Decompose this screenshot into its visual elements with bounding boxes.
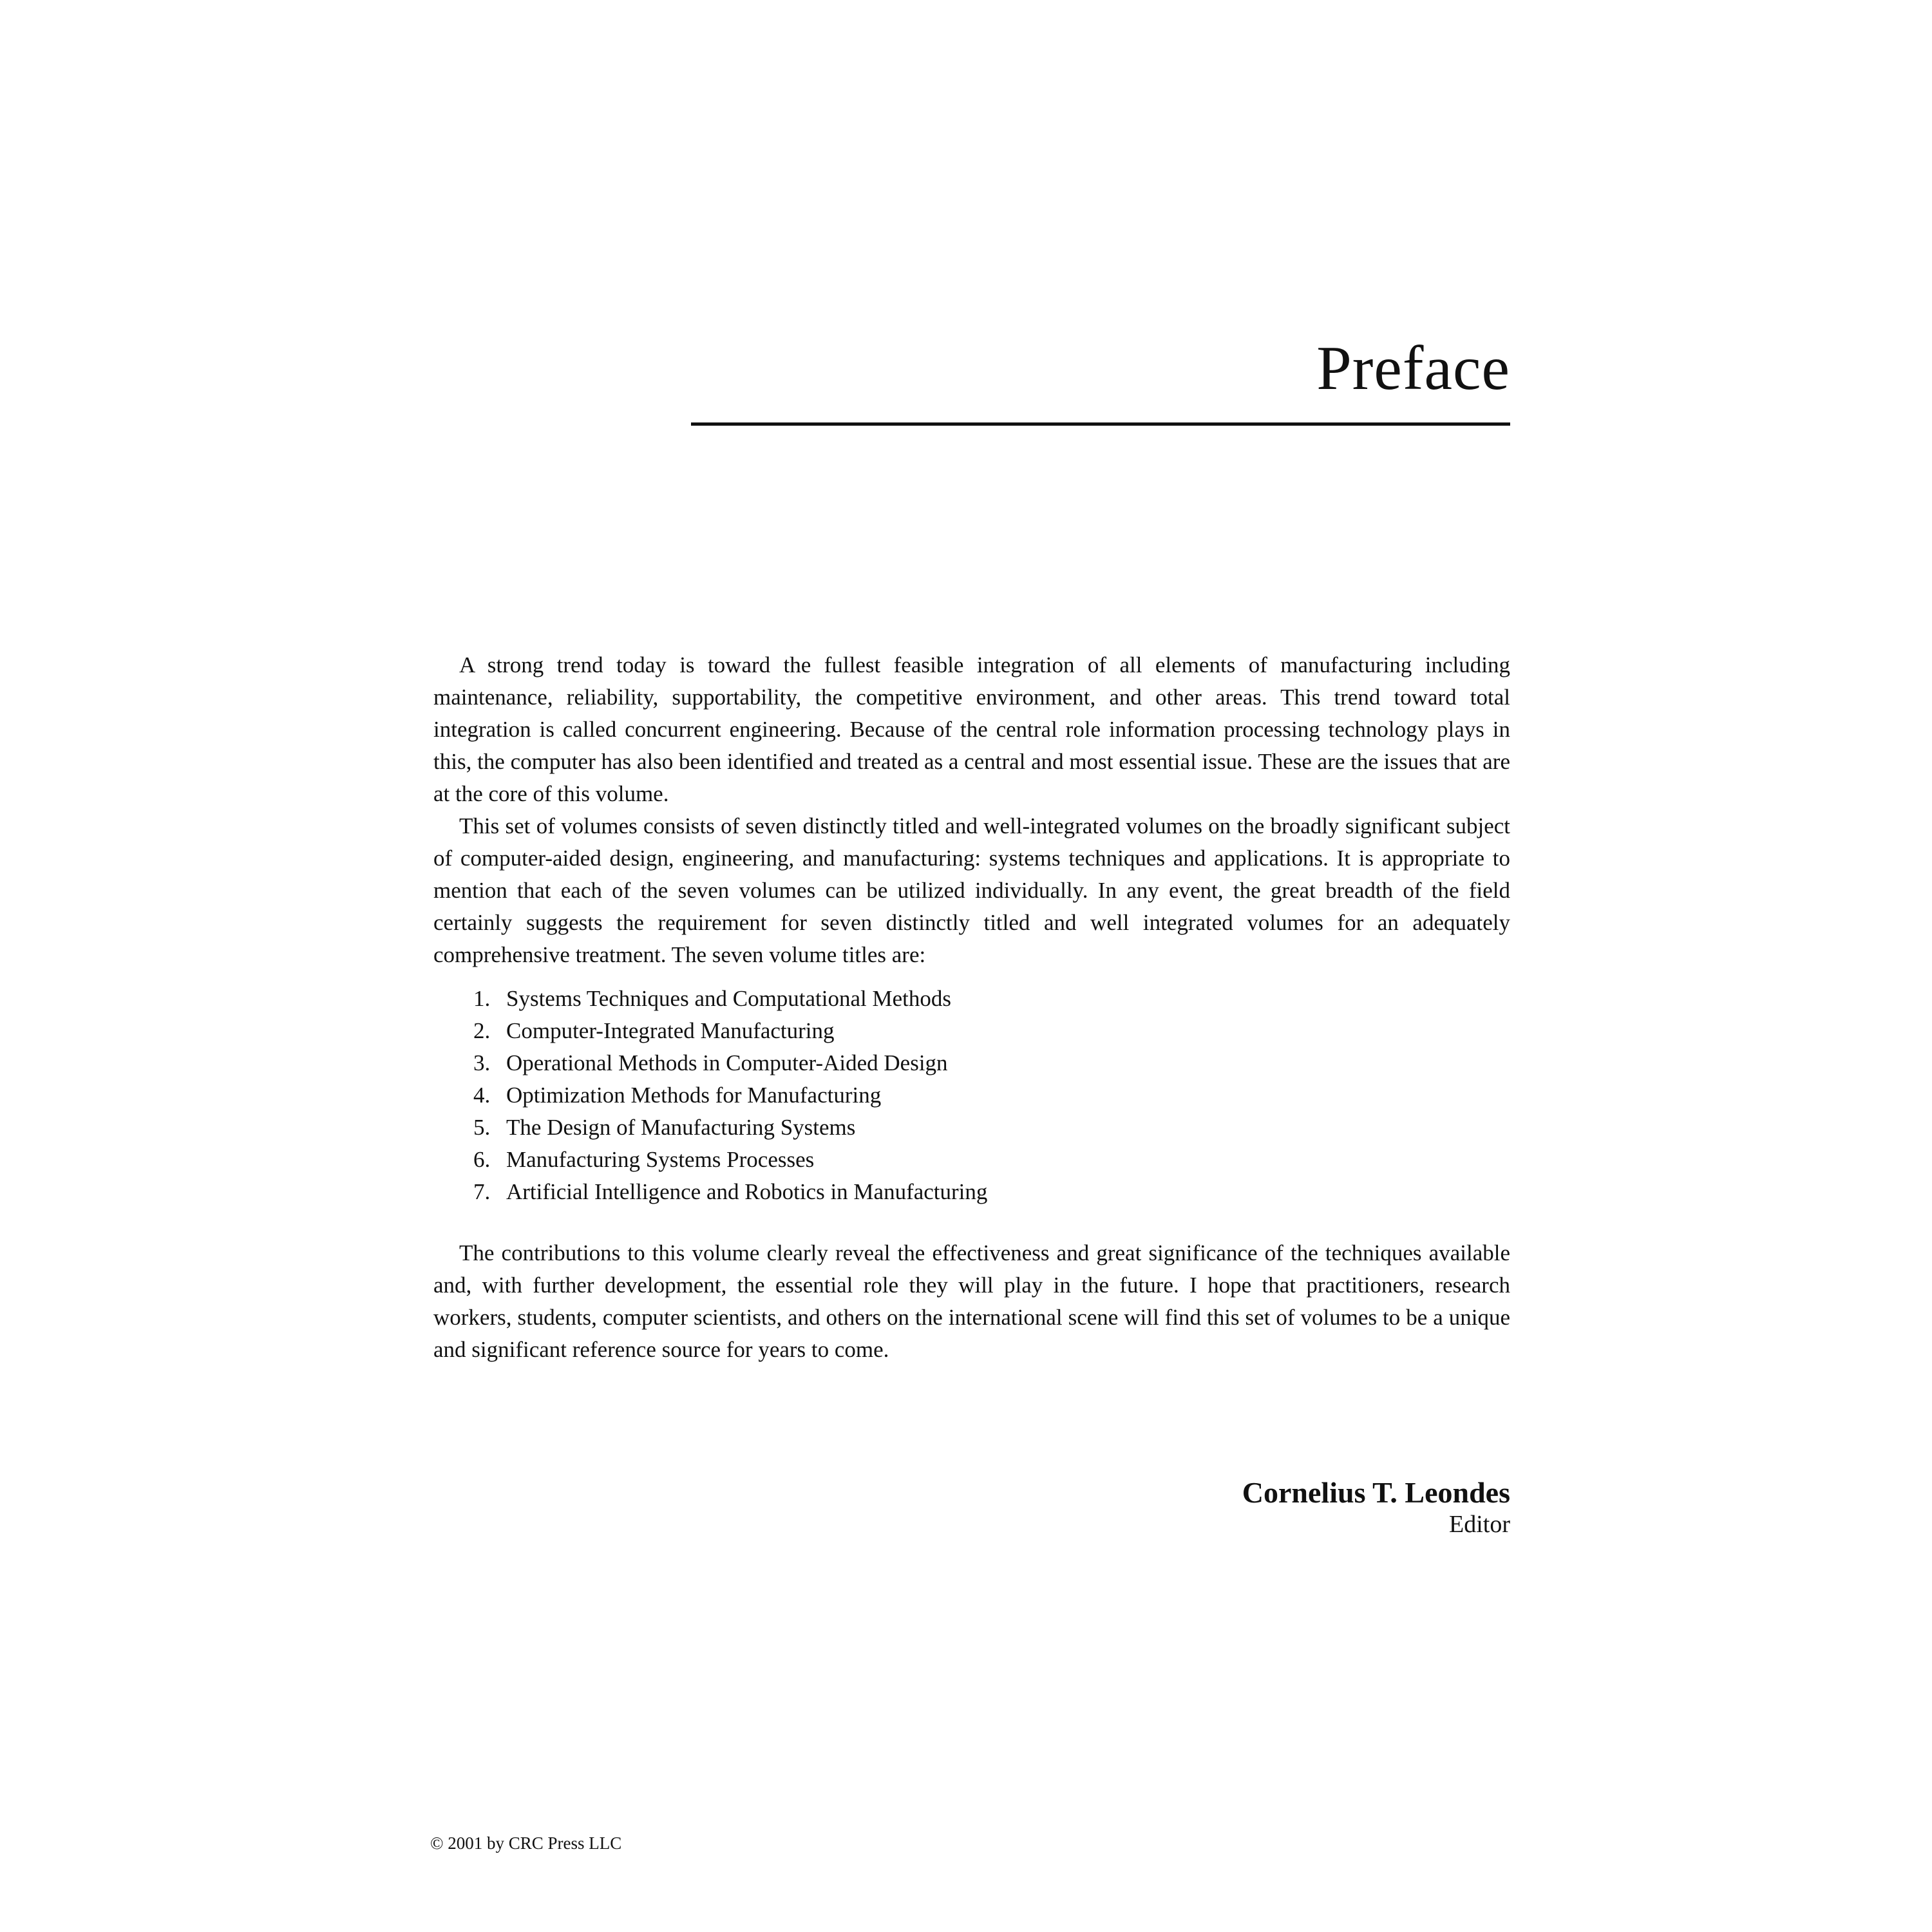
volume-item	[473, 1176, 1510, 1208]
volume-title: Operational Methods in Computer-Aided Design	[506, 1050, 948, 1075]
volume-item	[473, 983, 1510, 1015]
volume-title: Manufacturing Systems Processes	[506, 1147, 815, 1172]
signature-name: Cornelius T. Leondes	[1242, 1476, 1510, 1509]
volume-number: 2.	[473, 1018, 491, 1043]
volume-title: Systems Techniques and Computational Methods	[506, 986, 952, 1011]
volume-item	[473, 1112, 1510, 1144]
volume-item	[473, 1144, 1510, 1176]
volume-item	[473, 1047, 1510, 1079]
signature-role: Editor	[1449, 1511, 1510, 1538]
volume-title: Computer-Integrated Manufacturing	[506, 1018, 835, 1043]
copyright-notice: © 2001 by CRC Press LLC	[430, 1833, 622, 1853]
volume-item	[473, 1079, 1510, 1112]
preface-paragraph-2: This set of volumes consists of seven distinctly titled and well-integrated volumes on the broadly significant subject of computer-aided design, engineering, and manufacturing: systems techniques and applications. It is appropriate to mention that each of the seven volumes can be utilized individually. In any event, the great breadth of the field certainly suggests the requirement for seven distinctly titled and well integrated volumes for an adequately comprehensive treatment. The seven volume titles are:	[433, 813, 1510, 967]
preface-paragraph-3: The contributions to this volume clearly reveal the effectiveness and great significance of the techniques available and, with further development, the essential role they will play in the future. I hope that practitioners, research workers, students, computer scientists, and others on the international scene will find this set of volumes to be a unique and significant reference source for years to come.	[433, 1240, 1510, 1362]
volume-number: 5.	[473, 1115, 491, 1140]
volume-title: Artificial Intelligence and Robotics in Manufacturing	[506, 1179, 988, 1204]
volume-number: 1.	[473, 986, 491, 1011]
preface-body	[433, 649, 1510, 1366]
volume-number: 6.	[473, 1147, 491, 1172]
title-block	[691, 336, 1510, 401]
volume-title: The Design of Manufacturing Systems	[506, 1115, 856, 1140]
volume-title: Optimization Methods for Manufacturing	[506, 1083, 882, 1108]
volume-number: 4.	[473, 1083, 491, 1108]
preface-paragraph-1: A strong trend today is toward the fullest feasible integration of all elements of manufacturing including maintenance, reliability, supportability, the competitive environment, and other areas. This trend toward total integration is called concurrent engineering. Because of the central role information processing technology plays in this, the computer has also been identified and treated as a central and most essential issue. These are the issues that are at the core of this volume.	[433, 652, 1510, 806]
page-title: Preface	[1316, 334, 1510, 403]
signature-block	[433, 1476, 1510, 1540]
volume-number: 7.	[473, 1179, 491, 1204]
volume-item	[473, 1015, 1510, 1047]
title-rule	[691, 422, 1510, 426]
volume-list	[473, 983, 1510, 1208]
volume-number: 3.	[473, 1050, 491, 1075]
